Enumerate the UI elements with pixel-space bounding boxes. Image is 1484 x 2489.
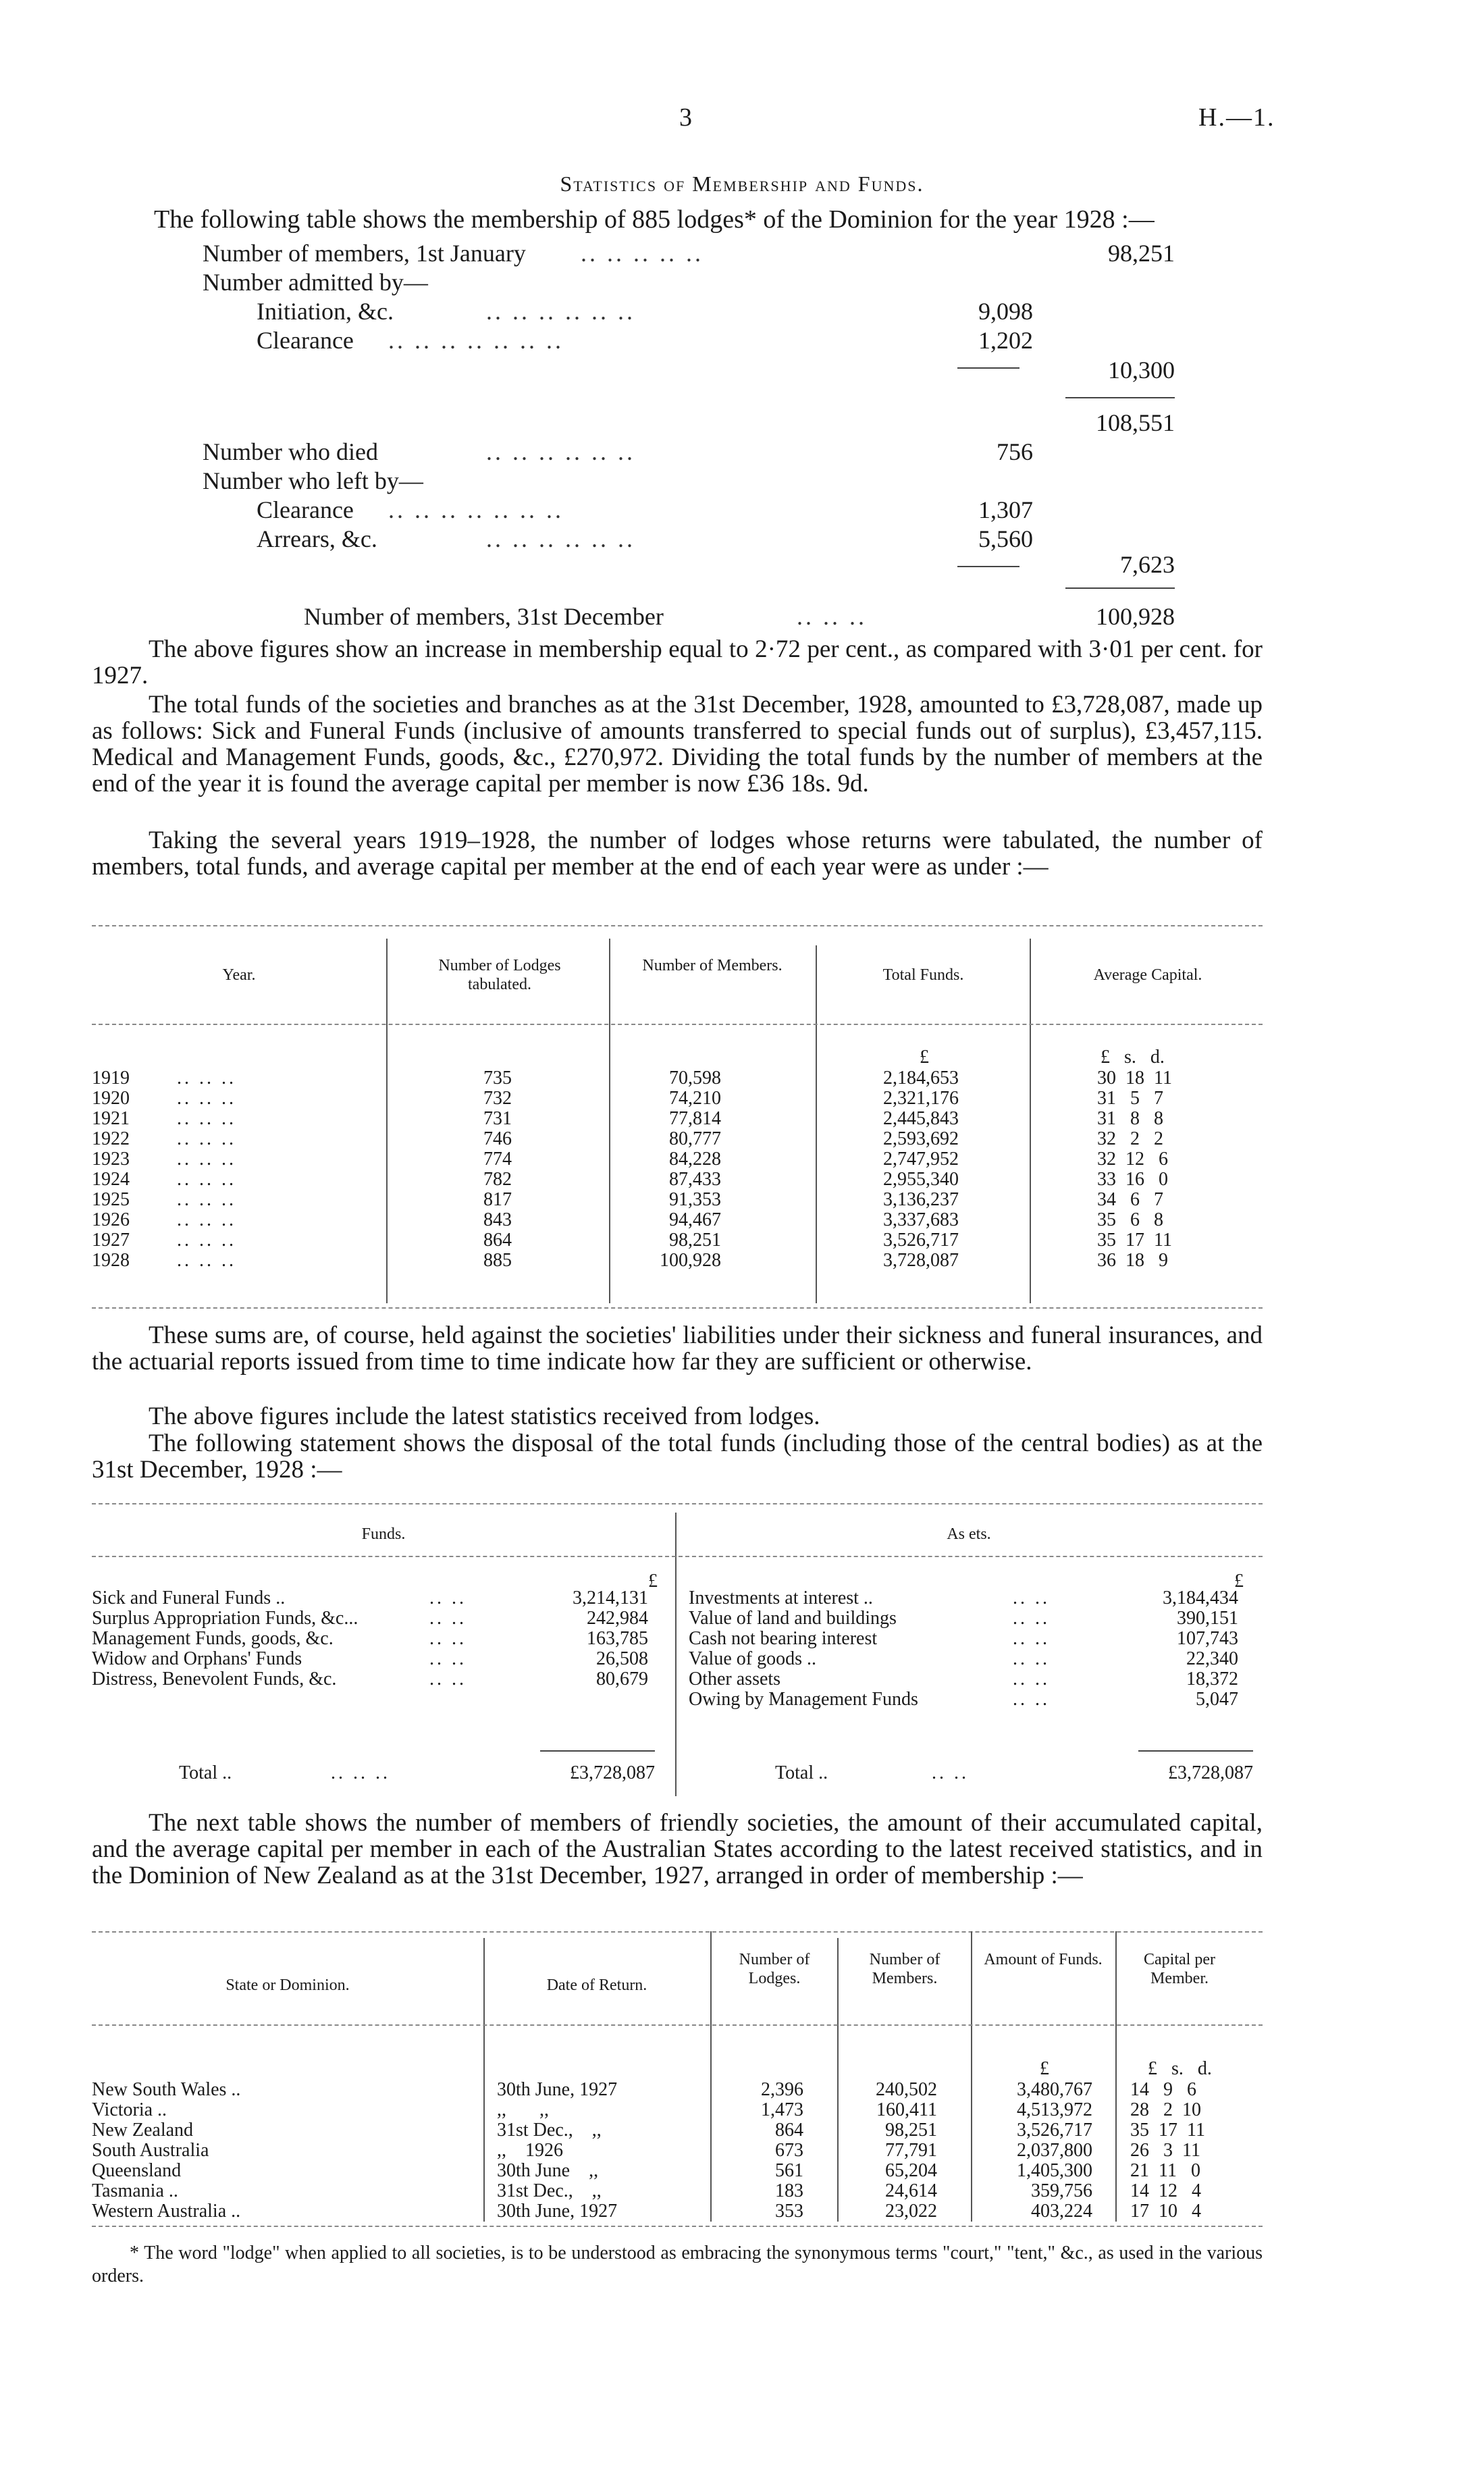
document-reference: H.—1. xyxy=(1198,103,1275,132)
leader-dots: .. .. .. xyxy=(177,1169,236,1190)
lodges-cell: 1,473 xyxy=(761,2099,803,2120)
page-number: 3 xyxy=(679,103,692,132)
leader-dots: .. .. .. .. .. .. xyxy=(486,298,635,325)
capital-cell: 34 6 7 xyxy=(1097,1189,1163,1210)
header-capital: Average Capital. xyxy=(1093,966,1202,984)
funds-cell: 3,480,767 xyxy=(1017,2079,1092,2100)
funds-label: Surplus Appropriation Funds, &c... xyxy=(92,1608,359,1629)
table-row xyxy=(689,1629,1249,1649)
table-row xyxy=(92,1669,659,1689)
year-cell: 1922 .. .. .. xyxy=(92,1128,236,1149)
date-cell: 30th June ,, xyxy=(497,2160,599,2181)
funds-label: Management Funds, goods, &c. xyxy=(92,1628,334,1649)
table-row xyxy=(92,1129,1263,1149)
table-row xyxy=(92,1089,1263,1109)
leader-dots: .. .. xyxy=(1013,1588,1050,1608)
capital-cell: 35 6 8 xyxy=(1097,1209,1163,1230)
funds-label: Widow and Orphans' Funds xyxy=(92,1648,302,1669)
footnote: * The word "lodge" when applied to all societies, is to be understood as embracing the synonymous terms "court," "tent," &c., as used in the various orders. xyxy=(92,2243,1263,2286)
funds-cell: 2,184,653 xyxy=(883,1068,959,1089)
members-cell: 77,791 xyxy=(885,2140,937,2161)
rule xyxy=(92,2024,1263,2026)
currency-assets: £ xyxy=(1234,1571,1244,1592)
leader-dots: .. .. .. xyxy=(177,1108,236,1129)
members-cell: 91,353 xyxy=(669,1189,721,1210)
header-funds: Funds. xyxy=(361,1525,406,1543)
rule xyxy=(1065,397,1175,398)
funds-cell: 2,037,800 xyxy=(1017,2140,1092,2161)
year-cell: 1927 .. .. .. xyxy=(92,1230,236,1251)
leader-dots: .. .. .. .. .. .. .. xyxy=(388,496,564,523)
funds-value: 3,214,131 xyxy=(573,1588,648,1608)
leader-dots: .. .. .. xyxy=(177,1250,236,1271)
currency-funds: £ xyxy=(648,1571,658,1592)
state-cell: Tasmania .. xyxy=(92,2180,178,2201)
years-rows xyxy=(92,1068,1263,1271)
header-funds: Amount of Funds. xyxy=(984,1951,1103,1968)
funds-cell: 3,337,683 xyxy=(883,1209,959,1230)
year-cell: 1920 .. .. .. xyxy=(92,1088,236,1109)
arrears-value: 5,560 xyxy=(978,525,1033,552)
assets-value: 3,184,434 xyxy=(1163,1588,1238,1608)
members-cell: 74,210 xyxy=(669,1088,721,1109)
table-row xyxy=(92,1170,1263,1190)
leader-dots: .. .. .. xyxy=(177,1149,236,1170)
leader-dots: .. .. .. xyxy=(177,1128,236,1149)
section-title: Statistics of Membership and Funds. xyxy=(560,172,924,196)
leader-dots: .. .. xyxy=(429,1648,467,1669)
header-lodges: Number of Lodges. xyxy=(739,1951,810,1987)
assets-total: £3,728,087 xyxy=(1168,1762,1253,1783)
lodges-cell: 782 xyxy=(483,1169,512,1190)
leader-dots: .. .. .. .. .. .. xyxy=(486,438,635,465)
assets-label: Value of goods .. xyxy=(689,1648,816,1669)
unit-lsd: £ s. d. xyxy=(1148,2058,1212,2079)
date-cell: 31st Dec., ,, xyxy=(497,2120,602,2141)
assets-total-label: Total .. xyxy=(775,1762,828,1783)
leader-dots: .. .. xyxy=(1013,1628,1050,1649)
table-row xyxy=(92,2100,1263,2120)
table-row xyxy=(689,1588,1249,1608)
assets-value: 5,047 xyxy=(1196,1689,1238,1710)
funds-value: 80,679 xyxy=(596,1669,648,1689)
capital-cell: 31 5 7 xyxy=(1097,1088,1163,1109)
capital-cell: 14 12 4 xyxy=(1130,2180,1201,2201)
rule xyxy=(540,1750,655,1752)
leader-dots: .. .. .. xyxy=(177,1230,236,1251)
assets-label: Value of land and buildings xyxy=(689,1608,897,1629)
lodges-cell: 183 xyxy=(775,2180,803,2201)
capital-cell: 35 17 11 xyxy=(1097,1230,1172,1251)
initiation-value: 9,098 xyxy=(978,298,1033,325)
table-row xyxy=(92,1149,1263,1170)
funds-cell: 3,526,717 xyxy=(883,1230,959,1251)
state-cell: Victoria .. xyxy=(92,2099,167,2120)
date-cell: 30th June, 1927 xyxy=(497,2201,618,2222)
arrears-label: Arrears, &c. xyxy=(257,525,377,552)
admitted-total: 10,300 xyxy=(1108,357,1175,384)
rule xyxy=(957,566,1019,567)
capital-cell: 32 2 2 xyxy=(1097,1128,1163,1149)
header-members: Number of Members. xyxy=(642,957,783,974)
year-cell: 1923 .. .. .. xyxy=(92,1149,236,1170)
funds-cell: 2,593,692 xyxy=(883,1128,959,1149)
year-cell: 1926 .. .. .. xyxy=(92,1209,236,1230)
header-date: Date of Return. xyxy=(546,1976,647,1994)
admitted-label: Number admitted by— xyxy=(203,269,428,296)
year-cell: 1928 .. .. .. xyxy=(92,1250,236,1271)
table-row xyxy=(92,1109,1263,1129)
members-cell: 87,433 xyxy=(669,1169,721,1190)
capital-cell: 30 18 11 xyxy=(1097,1068,1172,1089)
subtotal: 108,551 xyxy=(1096,409,1175,436)
paragraph-disposal: The following statement shows the disposal of the total funds (including those of the central bodies) as at the 31st December, 1928 :— xyxy=(92,1430,1263,1484)
funds-cell: 2,955,340 xyxy=(883,1169,959,1190)
table-row xyxy=(92,2141,1263,2161)
table-row xyxy=(92,2181,1263,2201)
leader-dots: .. .. xyxy=(429,1628,467,1649)
paragraph-states-intro: The next table shows the number of members of friendly societies, the amount of their accumulated capital, and the average capital per member in each of the Australian States according to the latest received statistics, and in the Dominion of New Zealand as at the 31st December, 1927, arranged in order of membership :— xyxy=(92,1809,1263,1889)
unit-lsd: £ s. d. xyxy=(1101,1047,1165,1068)
paragraph-latest: The above figures include the latest statistics received from lodges. xyxy=(149,1403,820,1430)
start-label: Number of members, 1st January xyxy=(203,240,526,267)
state-cell: Queensland xyxy=(92,2160,182,2181)
rule xyxy=(92,1931,1263,1933)
leader-dots: .. .. xyxy=(1013,1648,1050,1669)
paragraph-years-intro: Taking the several years 1919–1928, the number of lodges whose returns were tabulated, the number of members, total funds, and average capital per member at the end of each year were as under :— xyxy=(92,827,1263,881)
year-cell: 1919 .. .. .. xyxy=(92,1068,236,1089)
rule xyxy=(1065,587,1175,589)
rule xyxy=(92,1556,1263,1557)
assets-value: 22,340 xyxy=(1186,1648,1238,1669)
assets-label: Owing by Management Funds xyxy=(689,1689,918,1710)
table-row xyxy=(92,2161,1263,2181)
table-row xyxy=(92,1210,1263,1230)
paragraph-liabilities: These sums are, of course, held against the societies' liabilities under their sickness and funeral insurances, and the actuarial reports issued from time to time indicate how far they are sufficient or otherwise. xyxy=(92,1321,1263,1376)
table-row xyxy=(689,1689,1249,1710)
lodges-cell: 864 xyxy=(775,2120,803,2141)
lodges-cell: 843 xyxy=(483,1209,512,1230)
year-cell: 1924 .. .. .. xyxy=(92,1169,236,1190)
assets-value: 107,743 xyxy=(1177,1628,1238,1649)
capital-cell: 17 10 4 xyxy=(1130,2201,1201,2222)
funds-total-label: Total .. xyxy=(179,1762,232,1783)
assets-value: 18,372 xyxy=(1186,1669,1238,1689)
header-lodges: Number of Lodges tabulated. xyxy=(438,957,561,993)
members-cell: 23,022 xyxy=(885,2201,937,2222)
leader-dots: .. .. xyxy=(932,1762,969,1783)
clearance-out-label: Clearance xyxy=(257,496,354,523)
capital-cell: 14 9 6 xyxy=(1130,2079,1196,2100)
leader-dots: .. .. xyxy=(429,1669,467,1689)
initiation-label: Initiation, &c. xyxy=(257,298,394,325)
leader-dots: .. .. .. xyxy=(797,603,867,630)
capital-cell: 33 16 0 xyxy=(1097,1169,1168,1190)
leader-dots: .. .. xyxy=(429,1608,467,1629)
funds-cell: 1,405,300 xyxy=(1017,2160,1092,2181)
unit-pound: £ xyxy=(920,1047,929,1068)
members-cell: 98,251 xyxy=(669,1230,721,1251)
lodges-cell: 864 xyxy=(483,1230,512,1251)
header-assets: As ets. xyxy=(947,1525,991,1543)
lodges-cell: 731 xyxy=(483,1108,512,1129)
lodges-cell: 774 xyxy=(483,1149,512,1170)
funds-cell: 3,526,717 xyxy=(1017,2120,1092,2141)
paragraph-total-funds: The total funds of the societies and branches as at the 31st December, 1928, amounted to £3,728,087, made up as follows: Sick and Funeral Funds (inclusive of amounts transferred to special funds out of surplus), £3,457,115. Medical and Management Funds, goods, &c., £270,972. Dividing the total funds by the number of members at the end of the year it is found the average capital per member is now £36 18s. 9d. xyxy=(92,691,1263,797)
intro-line: The following table shows the membership of 885 lodges* of the Dominion for the year 1928 :— xyxy=(154,205,1155,234)
clearance-out-value: 1,307 xyxy=(978,496,1033,523)
header-capital: Capital per Member. xyxy=(1144,1951,1215,1987)
state-cell: South Australia xyxy=(92,2140,209,2161)
lodges-cell: 2,396 xyxy=(761,2079,803,2100)
states-rows xyxy=(92,2080,1263,2222)
capital-cell: 21 11 0 xyxy=(1130,2160,1200,2181)
table-row xyxy=(92,2201,1263,2222)
funds-cell: 2,321,176 xyxy=(883,1088,959,1109)
start-value: 98,251 xyxy=(1108,240,1175,267)
capital-cell: 28 2 10 xyxy=(1130,2099,1201,2120)
members-cell: 70,598 xyxy=(669,1068,721,1089)
table-row xyxy=(92,1608,659,1629)
table-row xyxy=(689,1608,1249,1629)
leader-dots: .. .. .. xyxy=(331,1762,390,1783)
table-row xyxy=(689,1669,1249,1689)
funds-label: Distress, Benevolent Funds, &c. xyxy=(92,1669,337,1689)
funds-value: 26,508 xyxy=(596,1648,648,1669)
lodges-cell: 353 xyxy=(775,2201,803,2222)
lodges-cell: 561 xyxy=(775,2160,803,2181)
members-cell: 77,814 xyxy=(669,1108,721,1129)
members-cell: 65,204 xyxy=(885,2160,937,2181)
rule xyxy=(92,2226,1263,2227)
year-cell: 1921 .. .. .. xyxy=(92,1108,236,1129)
funds-cell: 2,445,843 xyxy=(883,1108,959,1129)
capital-cell: 35 17 11 xyxy=(1130,2120,1205,2141)
table-row xyxy=(92,1251,1263,1271)
table-row xyxy=(92,2080,1263,2100)
lodges-cell: 746 xyxy=(483,1128,512,1149)
table-row xyxy=(92,1649,659,1669)
header-year: Year. xyxy=(222,966,256,984)
table-row xyxy=(92,1629,659,1649)
rule xyxy=(1138,1750,1253,1752)
leader-dots: .. .. .. .. .. .. .. xyxy=(388,327,564,354)
leader-dots: .. .. xyxy=(1013,1689,1050,1710)
end-value: 100,928 xyxy=(1096,603,1175,630)
funds-total: £3,728,087 xyxy=(570,1762,655,1783)
lodges-cell: 732 xyxy=(483,1088,512,1109)
left-label: Number who left by— xyxy=(203,467,423,494)
capital-cell: 26 3 11 xyxy=(1130,2140,1200,2161)
leader-dots: .. .. .. .. .. .. xyxy=(486,525,635,552)
members-cell: 98,251 xyxy=(885,2120,937,2141)
leader-dots: .. .. .. xyxy=(177,1068,236,1089)
state-cell: New South Wales .. xyxy=(92,2079,241,2100)
members-cell: 160,411 xyxy=(876,2099,937,2120)
assets-value: 390,151 xyxy=(1177,1608,1238,1629)
leader-dots: .. .. .. xyxy=(177,1088,236,1109)
state-cell: Western Australia .. xyxy=(92,2201,241,2222)
funds-cell: 4,513,972 xyxy=(1017,2099,1092,2120)
rule xyxy=(92,925,1263,926)
funds-cell: 3,728,087 xyxy=(883,1250,959,1271)
funds-value: 242,984 xyxy=(587,1608,648,1629)
leader-dots: .. .. .. xyxy=(177,1189,236,1210)
table-row xyxy=(92,1068,1263,1089)
table-row xyxy=(92,2120,1263,2141)
funds-cell: 2,747,952 xyxy=(883,1149,959,1170)
paragraph-increase: The above figures show an increase in membership equal to 2·72 per cent., as compared with 3·01 per cent. for 1927. xyxy=(92,635,1263,689)
table-row xyxy=(92,1588,659,1608)
leader-dots: .. .. .. .. .. xyxy=(581,240,704,267)
died-value: 756 xyxy=(997,438,1033,465)
rule xyxy=(92,1503,1263,1504)
date-cell: ,, ,, xyxy=(497,2099,549,2120)
clearance-in-value: 1,202 xyxy=(978,327,1033,354)
date-cell: ,, 1926 xyxy=(497,2140,563,2161)
assets-label: Cash not bearing interest xyxy=(689,1628,878,1649)
date-cell: 31st Dec., ,, xyxy=(497,2180,602,2201)
header-members: Number of Members. xyxy=(869,1951,940,1987)
assets-label: Other assets xyxy=(689,1669,781,1689)
rule xyxy=(92,1307,1263,1309)
members-cell: 84,228 xyxy=(669,1149,721,1170)
table-row xyxy=(689,1649,1249,1669)
lodges-cell: 735 xyxy=(483,1068,512,1089)
state-cell: New Zealand xyxy=(92,2120,194,2141)
assets-rows xyxy=(689,1588,1249,1710)
header-funds: Total Funds. xyxy=(882,966,964,984)
lodges-cell: 673 xyxy=(775,2140,803,2161)
lodges-cell: 817 xyxy=(483,1189,512,1210)
date-cell: 30th June, 1927 xyxy=(497,2079,618,2100)
header-state: State or Dominion. xyxy=(226,1976,350,1994)
capital-cell: 31 8 8 xyxy=(1097,1108,1163,1129)
funds-cell: 3,136,237 xyxy=(883,1189,959,1210)
rule xyxy=(92,1024,1263,1025)
leader-dots: .. .. xyxy=(1013,1608,1050,1629)
end-label: Number of members, 31st December xyxy=(304,603,664,630)
capital-cell: 36 18 9 xyxy=(1097,1250,1168,1271)
year-cell: 1925 .. .. .. xyxy=(92,1189,236,1210)
lodges-cell: 885 xyxy=(483,1250,512,1271)
funds-cell: 359,756 xyxy=(1031,2180,1092,2201)
column-divider xyxy=(675,1513,677,1796)
members-cell: 100,928 xyxy=(660,1250,721,1271)
funds-value: 163,785 xyxy=(587,1628,648,1649)
assets-label: Investments at interest .. xyxy=(689,1588,873,1608)
leader-dots: .. .. xyxy=(1013,1669,1050,1689)
members-cell: 24,614 xyxy=(885,2180,937,2201)
table-row xyxy=(92,1190,1263,1210)
clearance-in-label: Clearance xyxy=(257,327,354,354)
members-cell: 80,777 xyxy=(669,1128,721,1149)
funds-label: Sick and Funeral Funds .. xyxy=(92,1588,286,1608)
funds-cell: 403,224 xyxy=(1031,2201,1092,2222)
capital-cell: 32 12 6 xyxy=(1097,1149,1168,1170)
rule xyxy=(957,367,1019,369)
unit-pound: £ xyxy=(1040,2058,1049,2079)
leader-dots: .. .. xyxy=(429,1588,467,1608)
members-cell: 94,467 xyxy=(669,1209,721,1230)
leader-dots: .. .. .. xyxy=(177,1209,236,1230)
funds-rows xyxy=(92,1588,659,1689)
left-total: 7,623 xyxy=(1120,551,1175,578)
died-label: Number who died xyxy=(203,438,378,465)
table-row xyxy=(92,1230,1263,1251)
members-cell: 240,502 xyxy=(876,2079,937,2100)
